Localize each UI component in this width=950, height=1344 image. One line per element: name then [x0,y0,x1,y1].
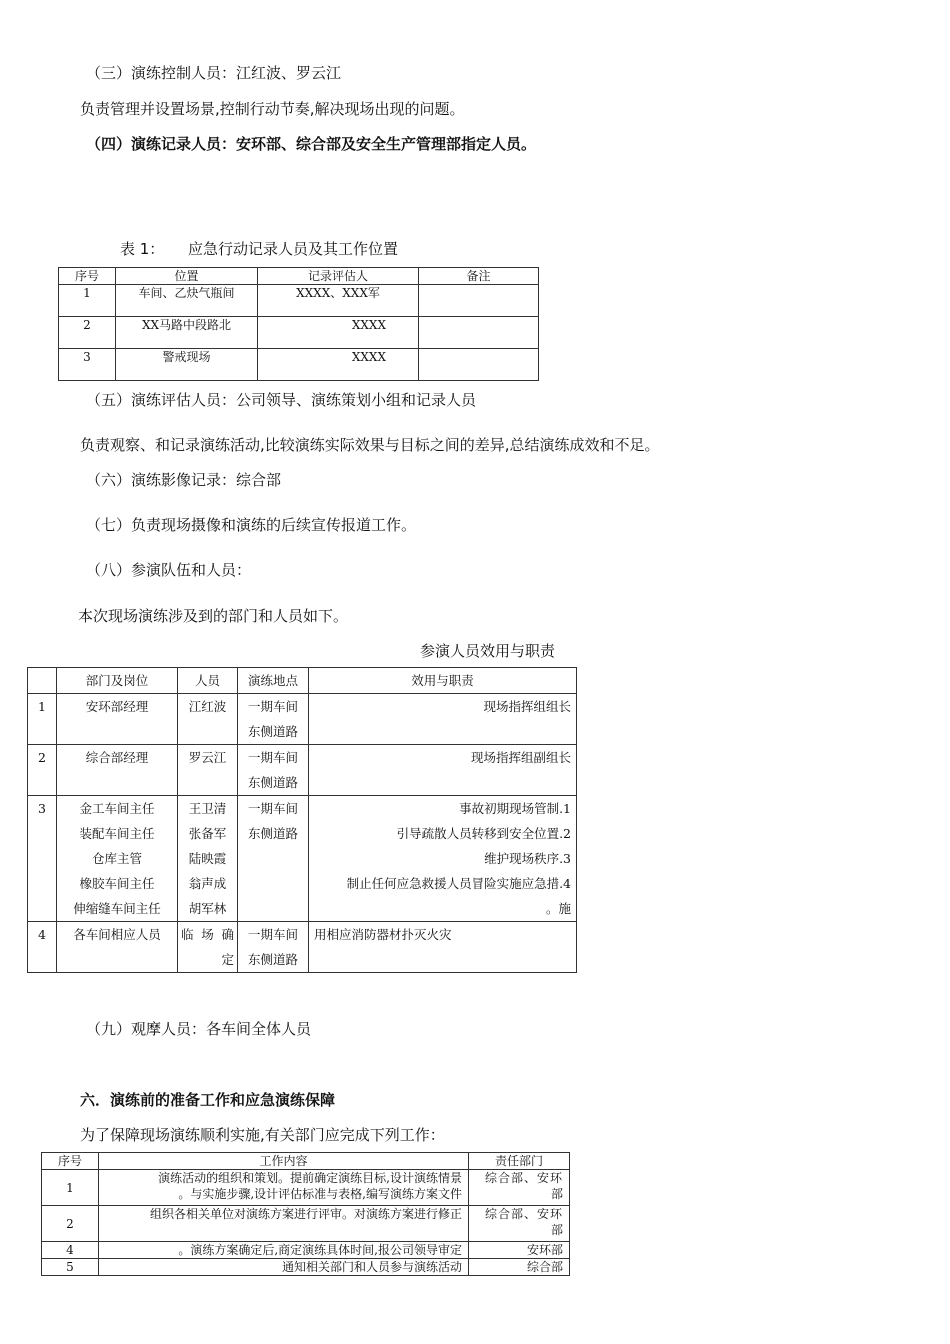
table2-cell-no: 3 [28,796,57,922]
table2-header-duty: 效用与职责 [309,668,577,694]
table2-cell-place: 东侧道路 [247,775,298,790]
table2-cell-no: 1 [28,694,57,745]
table-row [59,317,539,349]
table2-cell-dept: 伸缩缝车间主任 [73,901,161,916]
table1-cell-note [419,285,539,317]
table2-cell-dept: 综合部经理 [85,750,149,765]
chapter-6-desc: 为了保障现场演练顺利实施,有关部门应完成下列工作： [80,1126,445,1144]
table2-cell-place: 一期车间 [247,699,298,714]
table-row [59,285,539,317]
table3-header-dept: 责任部门 [469,1153,570,1170]
table1-cell-note [419,349,539,381]
table3-header-content: 工作内容 [99,1153,469,1170]
table2-cell-place: 东侧道路 [247,724,298,739]
section-4-title: （四）演练记录人员：安环部、综合部及安全生产管理部指定人员。 [86,135,537,153]
table1-header-note: 备注 [419,268,539,285]
table3-cell-content: 通知相关部门和人员参与演练活动 [281,1260,462,1274]
table1-caption-label: 表 1： [120,240,165,258]
table1-header-recorder: 记录评估人 [258,268,419,285]
table3-cell-no: 1 [42,1170,99,1206]
table2-cell-no: 4 [28,922,57,973]
table1-cell-note [419,317,539,349]
table2-cell-place: 一期车间 [247,927,298,942]
table1-cell-no: 2 [59,317,116,349]
table2-cell-dept: 装配车间主任 [79,826,155,841]
table3-cell-no: 4 [42,1242,99,1259]
table3-cell-content: 组织各相关单位对演练方案进行评审。对演练方案进行修正 [149,1207,462,1221]
table2-cell-people: 定 [221,952,234,967]
table-row [28,745,577,796]
section-7-title: （七）负责现场摄像和演练的后续宣传报道工作。 [86,516,417,534]
table1-cell-location: 警戒现场 [116,349,258,381]
section-5-desc: 负责观察、和记录演练活动,比较演练实际效果与目标之间的差异,总结演练成效和不足。 [80,436,660,454]
table3-cell-dept: 综合部、安环 [484,1171,563,1185]
table-row [42,1206,570,1242]
table3-cell-dept: 安环部 [526,1243,563,1257]
table3-header-no: 序号 [42,1153,99,1170]
table2-cell-duty: 维护现场秩序.3 [484,851,571,866]
table2-cell-dept: 橡胶车间主任 [79,876,155,891]
table3-cell-content: 。演练方案确定后,商定演练具体时间,报公司领导审定 [178,1243,462,1257]
table-row [59,349,539,381]
table2-cell-place: 东侧道路 [247,952,298,967]
table2-cell-no: 2 [28,745,57,796]
table-row [28,694,577,745]
table3-cell-no: 2 [42,1206,99,1242]
table-row [42,1242,570,1259]
table3-cell-dept: 部 [550,1223,563,1237]
table2-cell-people: 罗云江 [188,750,227,765]
table2-cell-place: 东侧道路 [247,826,298,841]
table3-cell-dept: 部 [550,1187,563,1201]
table2-cell-people: 胡军林 [188,901,227,916]
table-row [28,796,577,922]
table2-cell-dept: 金工车间主任 [79,801,155,816]
table2-cell-people: 王卫清 [188,801,227,816]
table-row [42,1170,570,1206]
table2-cell-duty: 引导疏散人员转移到安全位置.2 [396,826,571,841]
table1-cell-recorder: XXXX [258,317,419,349]
table3-cell-no: 5 [42,1259,99,1276]
table1-caption-title: 应急行动记录人员及其工作位置 [188,240,399,258]
table2-cell-dept: 安环部经理 [85,699,149,714]
table1-cell-location: XX马路中段路北 [116,317,258,349]
table1-header-location: 位置 [116,268,258,285]
table1-cell-no: 1 [59,285,116,317]
table2-cell-duty: 现场指挥组组长 [483,699,571,714]
table1-cell-recorder: XXXX、XXX军 [258,285,419,317]
table2-cell-people: 江红波 [188,699,227,714]
table2-cell-duty: 事故初期现场管制.1 [459,801,571,816]
table3-cell-content: 。与实施步骤,设计评估标准与表格,编写演练方案文件 [178,1187,462,1201]
section-8-desc: 本次现场演练涉及到的部门和人员如下。 [78,607,349,625]
table2-cell-dept: 仓库主管 [91,851,142,866]
table2-cell-duty: 用相应消防器材扑灭火灾 [314,927,452,942]
table2-cell-duty: 现场指挥组副组长 [470,750,571,765]
table2-header-dept: 部门及岗位 [57,668,178,694]
table3-cell-dept: 综合部 [526,1260,563,1274]
table2-header-place: 演练地点 [238,668,309,694]
table1-cell-recorder: XXXX [258,349,419,381]
section-3-title: （三）演练控制人员：江红波、罗云江 [86,64,342,82]
chapter-6-title: 六．演练前的准备工作和应急演练保障 [80,1091,336,1109]
table2-cell-people: 翁声成 [188,876,227,891]
section-6-title: （六）演练影像记录：综合部 [86,471,282,489]
table2-caption: 参演人员效用与职责 [420,642,556,660]
table2-cell-duty: 制止任何应急救援人员冒险实施应急措.4 [346,876,571,891]
table2-header-people: 人员 [178,668,238,694]
table2-cell-duty: 。施 [545,901,571,916]
table-row [28,922,577,973]
preparation-tasks-table [41,1152,570,1276]
table1-cell-no: 3 [59,349,116,381]
section-9-title: （九）观摩人员：各车间全体人员 [86,1020,312,1038]
section-3-desc: 负责管理并设置场景,控制行动节奏,解决现场出现的问题。 [80,100,465,118]
section-8-title: （八）参演队伍和人员： [86,561,252,579]
table3-cell-dept: 综合部、安环 [484,1207,563,1221]
table2-cell-place: 一期车间 [247,801,298,816]
section-5-title: （五）演练评估人员：公司领导、演练策划小组和记录人员 [86,391,477,409]
table2-cell-dept: 各车间相应人员 [73,927,161,942]
table-row [42,1259,570,1276]
table2-cell-place: 一期车间 [247,750,298,765]
table3-cell-content: 演练活动的组织和策划。提前确定演练目标,设计演练情景 [158,1171,462,1185]
participants-table [27,667,577,973]
table1-cell-location: 车间、乙炔气瓶间 [116,285,258,317]
table1-header-no: 序号 [59,268,116,285]
table2-cell-people: 临场确 [181,927,234,942]
table2-header-no [28,668,57,694]
table2-cell-people: 陆映霞 [188,851,227,866]
table2-cell-people: 张备军 [188,826,227,841]
recorder-position-table [58,267,539,381]
